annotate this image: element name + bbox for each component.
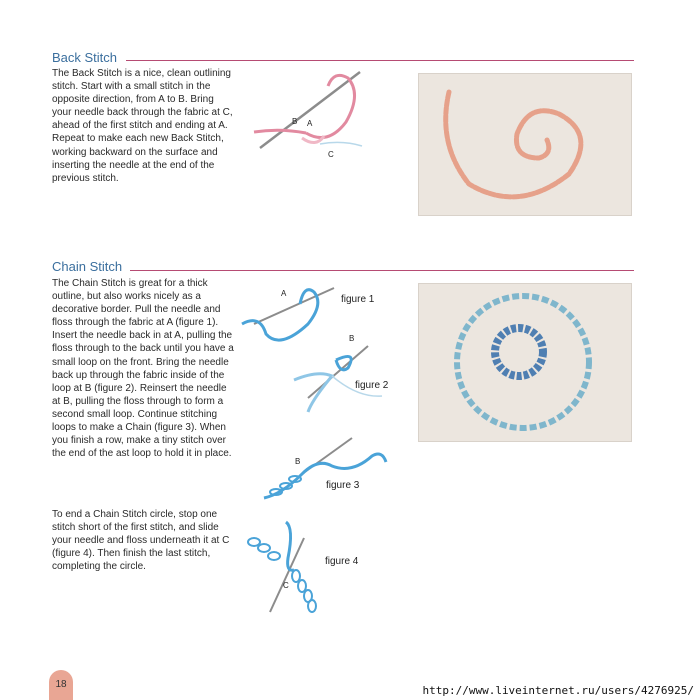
figure-2-label: figure 2 — [355, 380, 389, 391]
watermark-url: http://www.liveinternet.ru/users/4276925/ — [422, 684, 694, 697]
figure-3-illustration — [262, 434, 392, 504]
back-stitch-rule — [126, 60, 634, 61]
chain-stitch-photo — [418, 283, 632, 442]
chain-stitch-instructions: The Chain Stitch is great for a thick outline, but also works nicely as a decorative border. Pull the needle and floss through the fabric at A (figure 1). Insert the needle back in at A, pulling the floss through to the back until you have a small loop on the front. Bring the needle back up through the fabric inside of the loop at B (figure 2). Reinsert the needle at B, pulling the floss through to form a second small loop. Continue stitching loops to make a Chain (figure 3). When you finish a row, make a tiny stitch over the end of the ast loop to hold it in place. — [52, 278, 234, 460]
back-stitch-illustration — [250, 70, 390, 160]
back-stitch-heading: Back Stitch — [52, 50, 118, 65]
figure-4-label: figure 4 — [325, 556, 359, 567]
figure-1-letter: A — [281, 289, 287, 298]
label-c: C — [328, 150, 334, 159]
figure-4-illustration — [242, 518, 342, 618]
figure-2-letter: B — [349, 334, 355, 343]
label-b: B — [292, 117, 298, 126]
label-a: A — [307, 119, 313, 128]
figure-1-label: figure 1 — [341, 294, 375, 305]
figure-3-letter: B — [295, 457, 301, 466]
figure-2-illustration — [288, 340, 384, 416]
back-stitch-instructions: The Back Stitch is a nice, clean outlining stitch. Start with a small stitch in the opposite direction, from A to B. Bring your needle back through the fabric at C, ahead of the first stitch and ending at A. Repeat to make each new Back Stitch, working backward on the surface and inserting the needle at the end of the previous stitch. — [52, 68, 233, 184]
page-number: 18 — [49, 670, 73, 700]
spiral-embroidery-image — [419, 74, 631, 215]
chain-stitch-circle-instructions: To end a Chain Stitch circle, stop one stitch short of the first stitch, and slide your needle and floss underneath it at C (figure 4). Then finish the last stitch, completing the circle. — [52, 509, 230, 573]
figure-4-letter: C — [283, 581, 289, 590]
back-stitch-photo — [418, 73, 632, 216]
figure-3-label: figure 3 — [326, 480, 360, 491]
needle-icon — [254, 288, 334, 324]
chain-stitch-rule — [130, 270, 634, 271]
needle-icon — [270, 538, 304, 612]
chain-stitch-heading: Chain Stitch — [52, 259, 123, 274]
chain-circle-embroidery-image — [419, 284, 631, 441]
